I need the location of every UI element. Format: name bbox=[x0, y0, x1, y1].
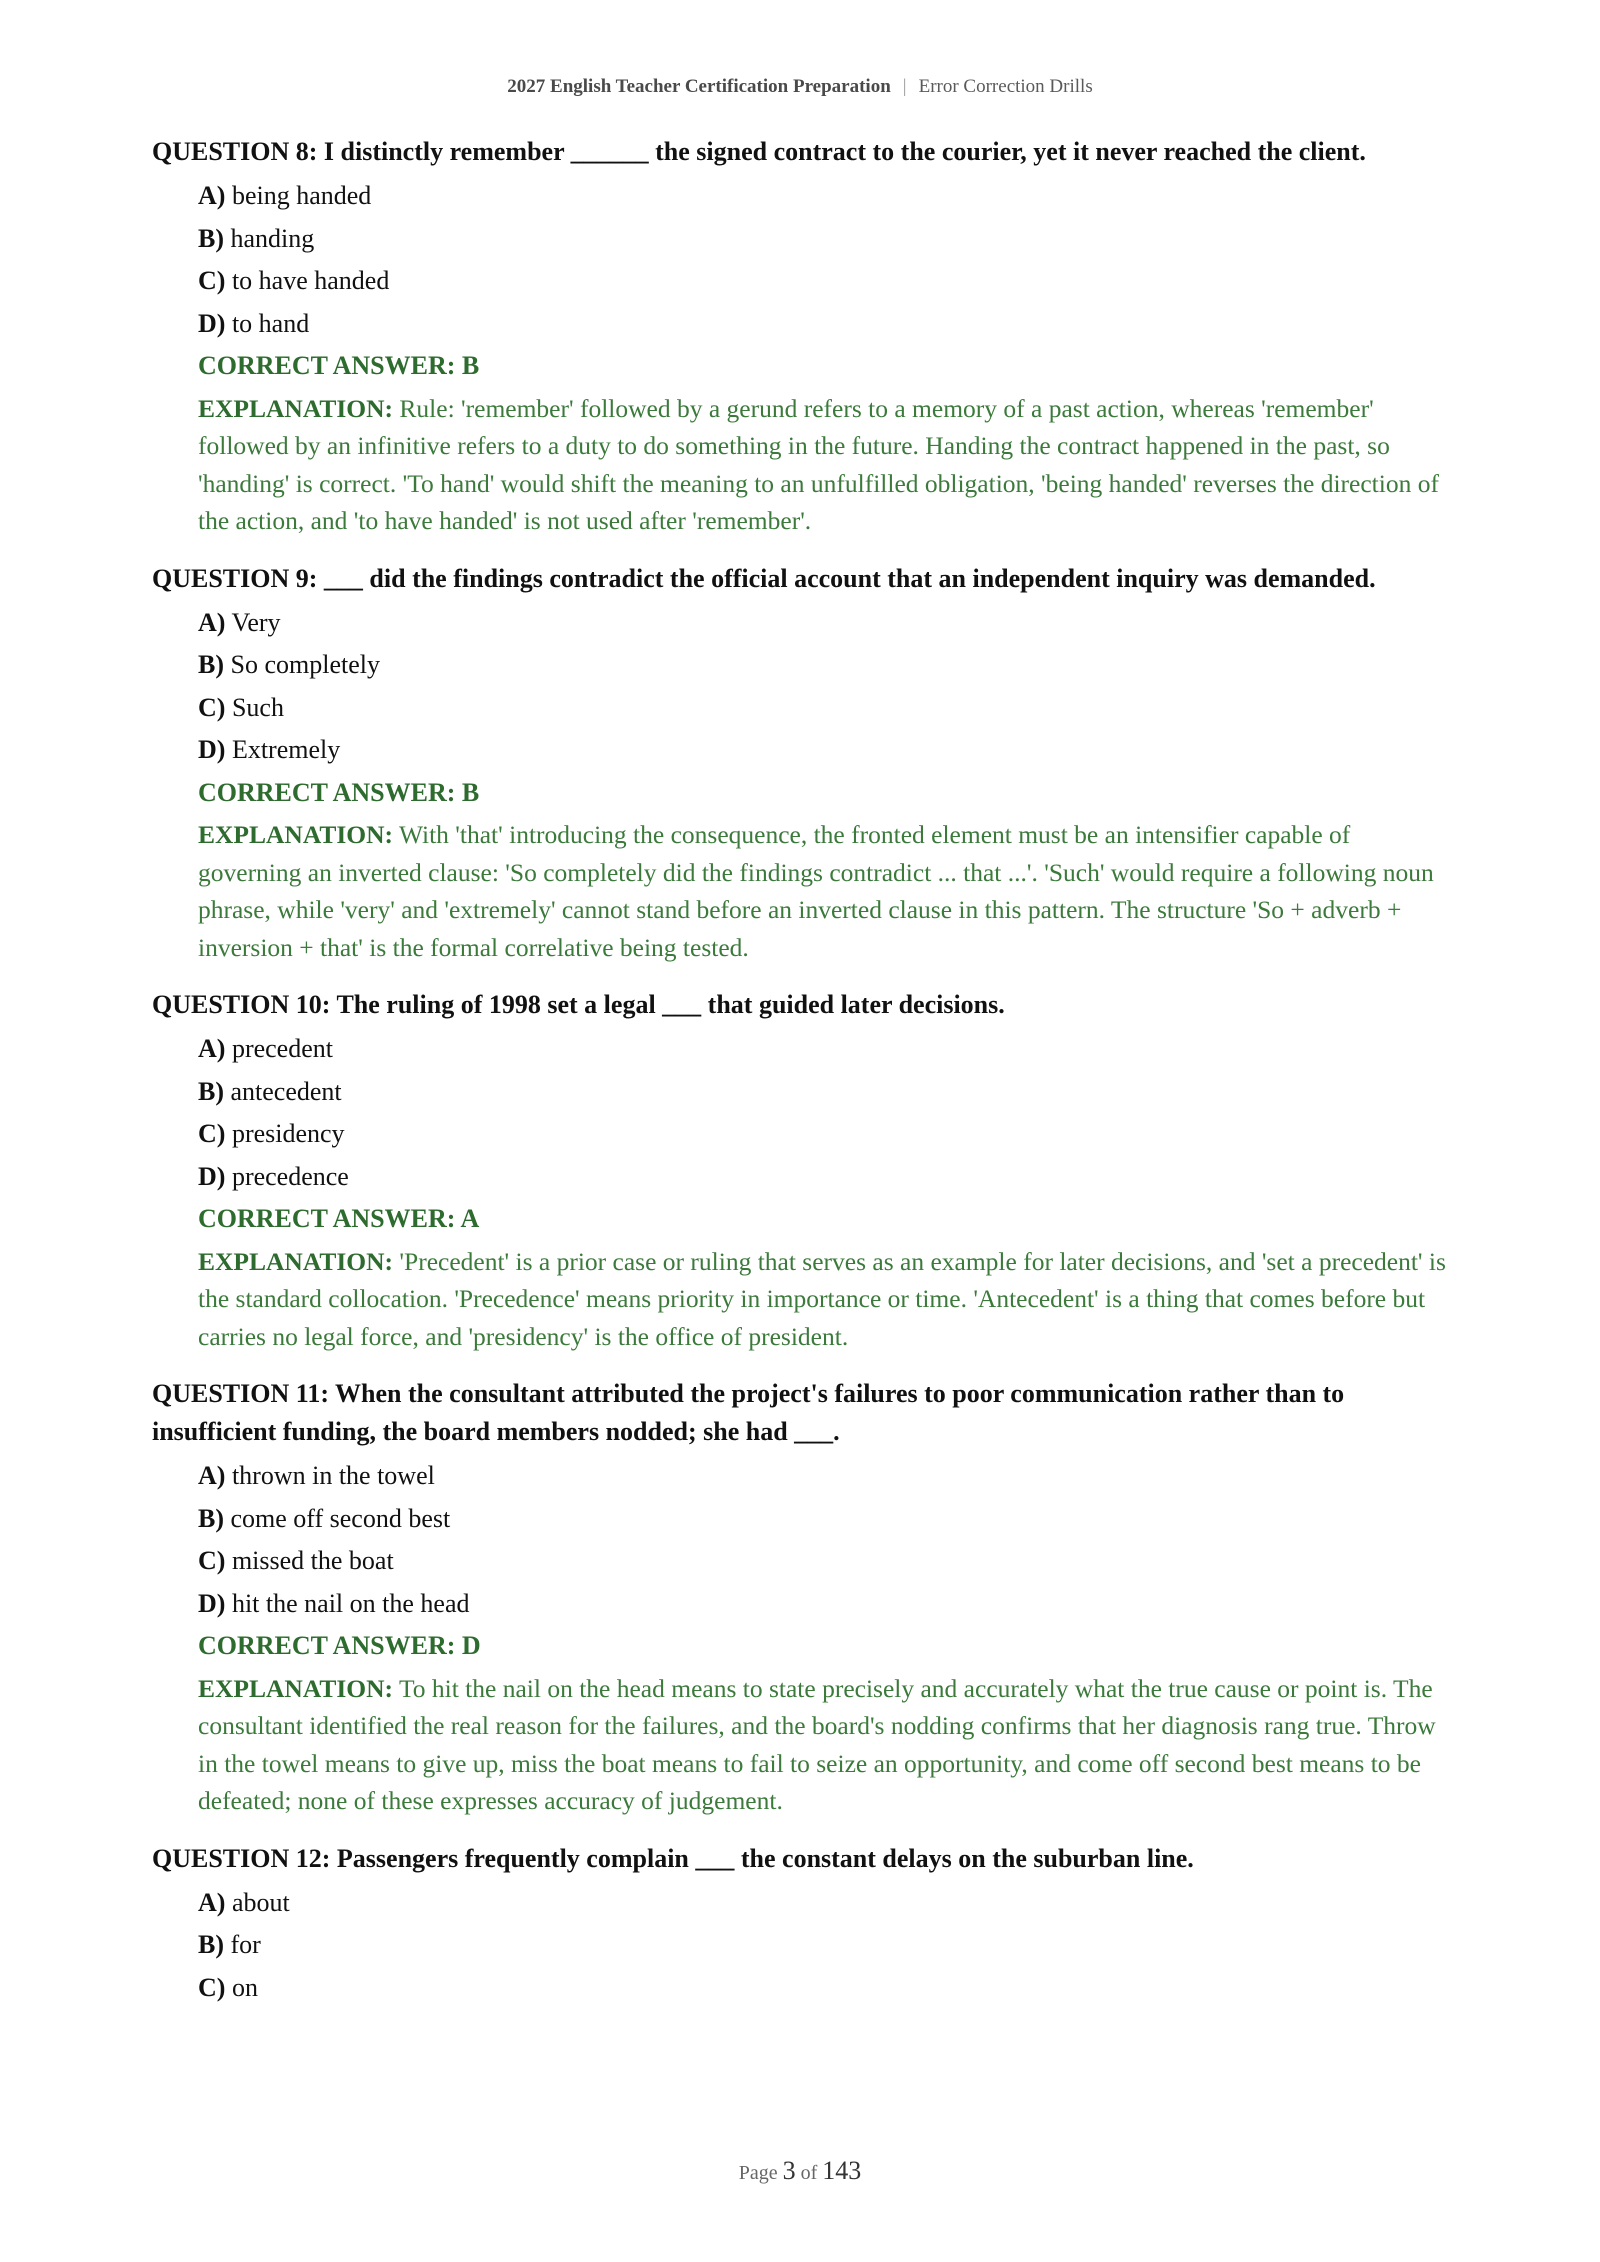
option-d: D) hit the nail on the head bbox=[198, 1588, 470, 1618]
options-list bbox=[198, 602, 1452, 772]
option-c: C) missed the boat bbox=[198, 1546, 394, 1575]
explanation: EXPLANATION: Rule: 'remember' followed by a gerund refers to a memory of a past action, whereas 'remember' followed by an infinitive refers to a duty to do something in the future. Handing the contract happened in the past, so 'handing' is correct. 'To hand' would shift the meaning to an unfulfilled obligation, 'being handed' reverses the direction of the action, and 'to have handed' is not used after 'remember'. bbox=[198, 393, 1439, 535]
question-8 bbox=[152, 133, 1452, 540]
option-c: C) on bbox=[198, 1972, 258, 2002]
correct-answer: CORRECT ANSWER: D bbox=[198, 1631, 481, 1660]
option-d: D) precedence bbox=[198, 1161, 349, 1191]
options-list bbox=[198, 175, 1452, 345]
option-c: C) Such bbox=[198, 692, 284, 722]
option-c: C) to have handed bbox=[198, 266, 390, 295]
explanation: EXPLANATION: To hit the nail on the head means to state precisely and accurately what the true cause or point is. The consultant identified the real reason for the failures, and the board's nodding confirms that her diagnosis rang true. Throw in the towel means to give up, miss the boat means to fail to seize an opportunity, and come off second best means to be defeated; none of these expresses accuracy of judgement. bbox=[198, 1673, 1436, 1815]
option-b: B) So completely bbox=[198, 650, 380, 679]
page-total: 143 bbox=[822, 2156, 862, 2185]
page-footer bbox=[0, 2156, 1600, 2186]
options-list bbox=[198, 1028, 1452, 1198]
header-section: Error Correction Drills bbox=[918, 76, 1093, 97]
option-b: B) antecedent bbox=[198, 1076, 342, 1106]
option-d: D) to hand bbox=[198, 308, 310, 338]
option-b: B) for bbox=[198, 1930, 261, 1959]
options-list bbox=[198, 1455, 1452, 1625]
options-list bbox=[198, 1882, 1452, 2010]
question-list bbox=[152, 133, 1452, 2029]
option-a: A) being handed bbox=[198, 181, 372, 210]
of-word: of bbox=[800, 2162, 818, 2184]
question-stem: QUESTION 10: The ruling of 1998 set a legal ___ that guided later decisions. bbox=[152, 990, 1005, 1019]
option-a: A) about bbox=[198, 1887, 290, 1917]
option-d: D) Extremely bbox=[198, 735, 341, 764]
header-separator: | bbox=[902, 76, 907, 97]
question-11 bbox=[152, 1375, 1452, 1820]
question-12 bbox=[152, 1840, 1452, 2010]
header-title: 2027 English Teacher Certification Preparation bbox=[507, 76, 891, 97]
correct-answer: CORRECT ANSWER: B bbox=[198, 351, 480, 380]
explanation: EXPLANATION: 'Precedent' is a prior case or ruling that serves as an example for later decisions, and 'set a precedent' is the standard collocation. 'Precedence' means priority in importance or time. 'Antecedent' is a thing that comes before but carries no legal force, and 'presidency' is the office of president. bbox=[198, 1246, 1446, 1351]
correct-answer: CORRECT ANSWER: A bbox=[198, 1204, 480, 1233]
option-c: C) presidency bbox=[198, 1119, 345, 1148]
page-header bbox=[0, 76, 1600, 98]
option-b: B) handing bbox=[198, 223, 315, 253]
question-stem: QUESTION 12: Passengers frequently complain ___ the constant delays on the suburban line. bbox=[152, 1843, 1194, 1873]
page-word: Page bbox=[738, 2162, 778, 2184]
option-b: B) come off second best bbox=[198, 1503, 451, 1533]
option-a: A) thrown in the towel bbox=[198, 1461, 435, 1490]
page-current: 3 bbox=[782, 2156, 796, 2185]
question-stem: QUESTION 11: When the consultant attributed the project's failures to poor communication rather than to insufficient funding, the board members nodded; she had ___. bbox=[152, 1379, 1345, 1446]
question-10 bbox=[152, 986, 1452, 1355]
option-a: A) Very bbox=[198, 607, 281, 637]
explanation: EXPLANATION: With 'that' introducing the consequence, the fronted element must be an intensifier capable of governing an inverted clause: 'So completely did the findings contradict ... that ...'. 'Such' would require a following noun phrase, while 'very' and 'extremely' cannot stand before an inverted clause in this pattern. The structure 'So + adverb + inversion + that' is the formal correlative being tested. bbox=[198, 820, 1434, 962]
question-stem: QUESTION 9: ___ did the findings contradict the official account that an independent inquiry was demanded. bbox=[152, 563, 1376, 593]
question-stem: QUESTION 8: I distinctly remember ______ the signed contract to the courier, yet it never reached the client. bbox=[152, 137, 1366, 166]
question-9 bbox=[152, 560, 1452, 967]
option-a: A) precedent bbox=[198, 1034, 333, 1063]
correct-answer: CORRECT ANSWER: B bbox=[198, 777, 480, 807]
